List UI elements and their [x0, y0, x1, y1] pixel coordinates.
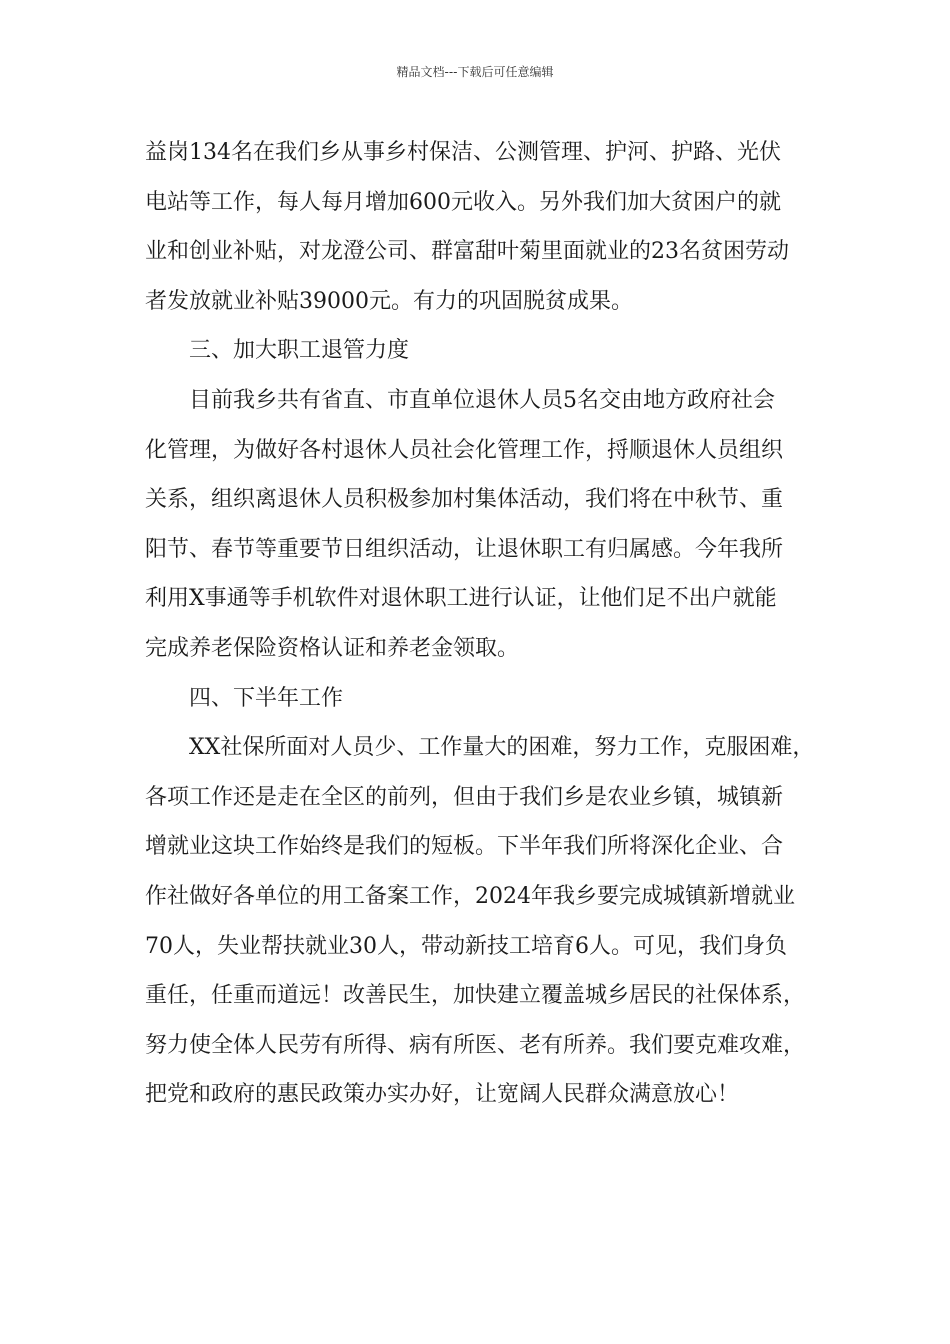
text-line: XX社保所面对人员少、工作量大的困难，努力工作，克服困难，: [189, 735, 815, 761]
text-line: 70人，失业帮扶就业30人，带动新技工培育6人。可见，我们身负: [145, 933, 787, 959]
text-line: 者发放就业补贴39000元。有力的巩固脱贫成果。: [145, 288, 633, 314]
text-line: 电站等工作，每人每月增加600元收入。另外我们加大贫困户的就: [145, 189, 781, 215]
text-line: 目前我乡共有省直、市直单位退休人员5名交由地方政府社会: [189, 387, 775, 413]
text-line: 努力使全体人民劳有所得、病有所医、老有所养。我们要克难攻难，: [145, 1032, 806, 1058]
text-line: 阳节、春节等重要节日组织活动，让退休职工有归属感。今年我所: [145, 536, 784, 562]
text-line: 把党和政府的惠民政策办实办好，让宽阔人民群众满意放心！: [145, 1082, 740, 1108]
section-heading: 四、下半年工作: [189, 685, 344, 711]
text-line: 益岗134名在我们乡从事乡村保洁、公测管理、护河、护路、光伏: [145, 140, 781, 165]
section-heading: 三、加大职工退管力度: [189, 338, 410, 364]
text-line: 各项工作还是走在全区的前列，但由于我们乡是农业乡镇，城镇新: [145, 784, 784, 810]
text-line: 利用X事通等手机软件对退休职工进行认证，让他们足不出户就能: [145, 586, 777, 612]
text-line: 化管理，为做好各村退休人员社会化管理工作，捋顺退休人员组织: [145, 437, 784, 463]
text-line: 重任，任重而道远！改善民生，加快建立覆盖城乡居民的社保体系，: [145, 983, 806, 1009]
document-body: [145, 128, 840, 1120]
page-header: 精品文档---下载后可任意编辑: [396, 65, 554, 79]
text-line: 关系，组织离退休人员积极参加村集体活动，我们将在中秋节、重: [145, 487, 784, 513]
text-line: 增就业这块工作始终是我们的短板。下半年我们所将深化企业、合: [145, 834, 784, 860]
text-line: 业和创业补贴，对龙澄公司、群富甜叶菊里面就业的23名贫困劳动: [145, 239, 789, 265]
text-line: 作社做好各单位的用工备案工作，2024年我乡要完成城镇新增就业: [145, 883, 795, 909]
text-line: 完成养老保险资格认证和养老金领取。: [145, 635, 520, 661]
